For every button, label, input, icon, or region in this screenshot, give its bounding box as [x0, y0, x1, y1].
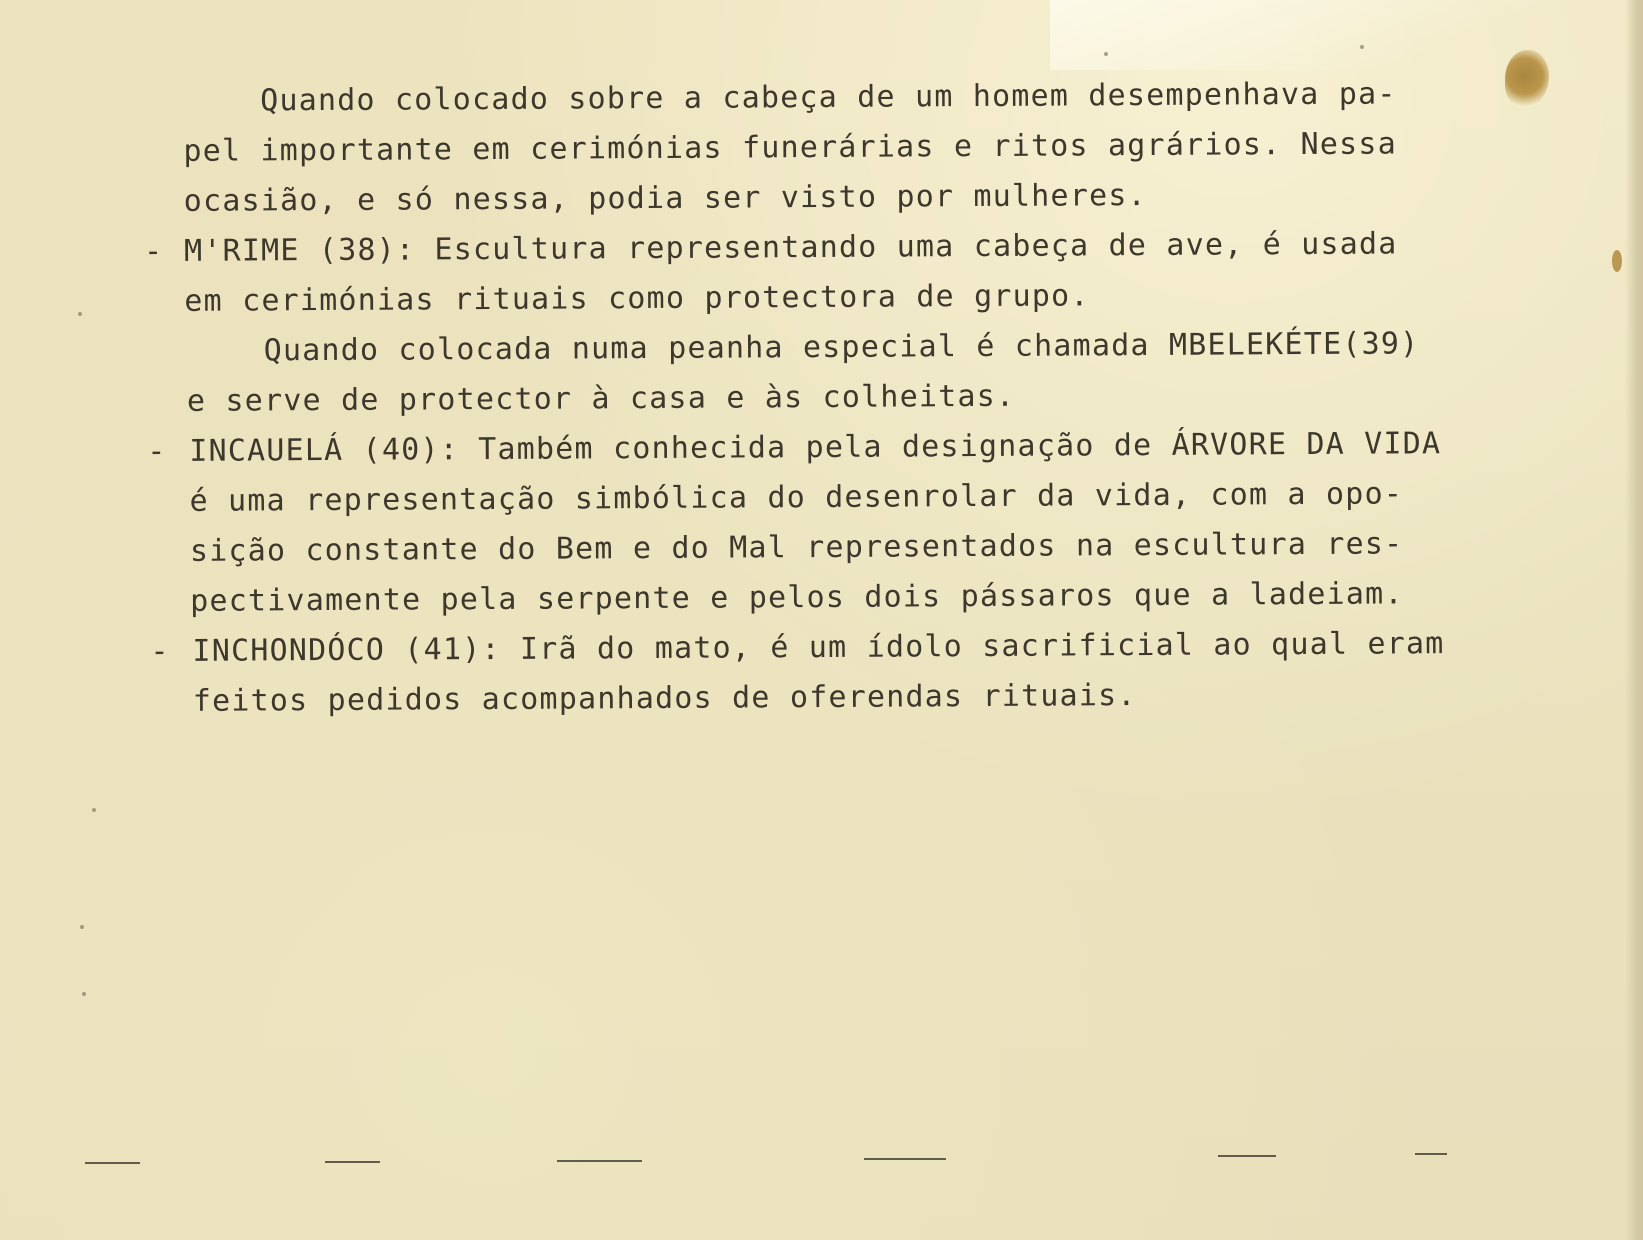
bottom-rule [1218, 1155, 1276, 1157]
paper-speck [92, 808, 96, 812]
text-line: Quando colocada numa peanha especial é chamada MBELEKÉTE(39) [263, 326, 1420, 369]
text-line: ocasião, e só nessa, podia ser visto por mulheres. [183, 177, 1147, 219]
paper-speck [1104, 52, 1108, 56]
bottom-rule [1415, 1153, 1447, 1155]
text-line: Quando colocado sobre a cabeça de um homem desempenhava pa- [260, 76, 1397, 119]
bottom-rule [864, 1158, 946, 1160]
list-dash: - [143, 234, 164, 270]
text-line: pel importante em cerimónias funerárias e ritos agrários. Nessa [183, 126, 1398, 169]
text-line: sição constante do Bem e do Mal representados na escultura res- [189, 526, 1404, 569]
paper-speck [80, 925, 84, 929]
paper-speck [78, 312, 82, 316]
list-item-mrime: M'RIME (38): Escultura representando uma cabeça de ave, é usada [183, 226, 1398, 269]
text-line: pectivamente pela serpente e pelos dois pássaros que a ladeiam. [190, 576, 1404, 619]
bottom-rule [325, 1161, 380, 1163]
bottom-rule [85, 1162, 140, 1164]
typed-text-block [0, 70, 1600, 719]
list-item-incauela: INCAUELÁ (40): Também conhecida pela designação de ÁRVORE DA VIDA [189, 426, 1442, 469]
paper-speck [1360, 45, 1364, 49]
bottom-rule [557, 1160, 642, 1162]
list-dash: - [147, 433, 167, 470]
ink-stain-small [1612, 250, 1622, 272]
text-line: em cerimónias rituais como protectora de grupo. [184, 278, 1090, 319]
text-line: feitos pedidos acompanhados de oferendas rituais. [192, 678, 1137, 719]
text-line: e serve de protector à casa e às colheitas. [186, 378, 1016, 419]
list-dash: - [150, 633, 170, 670]
paper-speck [82, 992, 86, 996]
paper-edge [1625, 0, 1643, 1240]
text-line: é uma representação simbólica do desenrolar da vida, com a opo- [189, 476, 1404, 519]
ink-stain [1505, 50, 1549, 108]
list-item-inchondoco: INCHONDÓCO (41): Irã do mato, é um ídolo sacrificial ao qual eram [192, 626, 1445, 669]
